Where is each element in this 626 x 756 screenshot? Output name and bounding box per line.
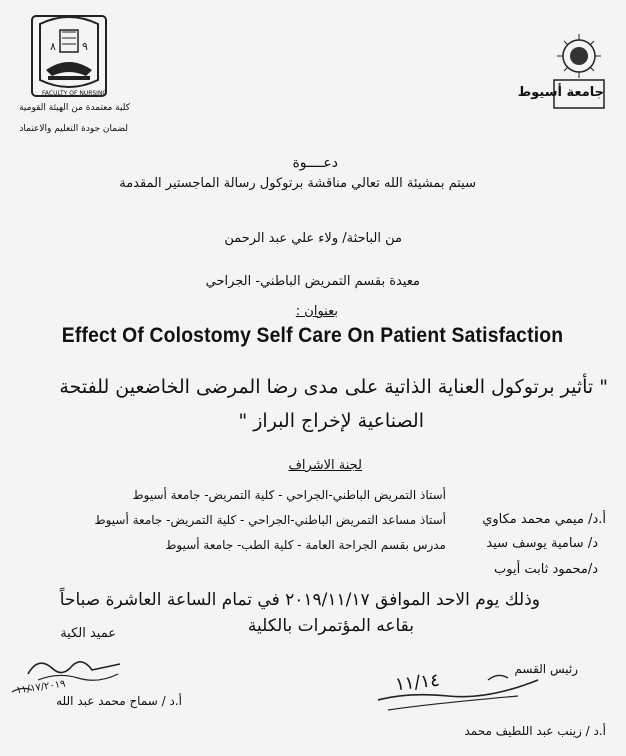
university-logo <box>517 32 610 112</box>
dean-date-scrawl: ١١/١٧/٢٠١٩ <box>15 678 67 697</box>
schedule-line-1: وذلك يوم الاحد الموافق ٢٠١٩/١١/١٧ في تمام الساعة العاشرة صباحاً <box>59 590 540 610</box>
schedule-line-2: بقاعه المؤتمرات بالكلية <box>247 616 414 636</box>
researcher-position: معيدة بقسم التمريض الباطني- الجراحي <box>205 274 420 289</box>
committee-member-3-name: د/محمود ثابت أيوب <box>494 562 598 577</box>
invitation-heading: دعــــوة <box>292 155 338 171</box>
svg-text:٨: ٨ <box>50 40 56 53</box>
committee-member-1-role: أستاذ التمريض الباطني-الجراحي - كلية التمريض- جامعة أسيوط <box>132 488 446 502</box>
committee-member-1-name: أ.د/ ميمي محمد مكاوي <box>482 512 606 527</box>
faculty-logo-label: FACULTY OF NURSING <box>42 90 108 97</box>
faculty-logo <box>30 10 108 100</box>
svg-text:٩: ٩ <box>82 40 88 53</box>
accreditation-line-2: لضمان جودة التعليم والاعتماد <box>19 124 128 134</box>
thesis-title-english <box>0 324 626 348</box>
head-name: أ.د / زينب عبد اللطيف محمد <box>464 724 606 738</box>
committee-member-2-role: أستاذ مساعد التمريض الباطني-الجراحي - كلية التمريض- جامعة أسيوط <box>94 513 446 527</box>
committee-member-3-role: مدرس بقسم الجراحة العامة - كلية الطب- جامعة أسيوط <box>165 538 446 552</box>
university-emblem-icon <box>548 32 610 112</box>
dean-label: عميد الكية <box>60 626 116 641</box>
title-label: بعنوان : <box>295 304 338 319</box>
thesis-title-arabic-line-2: الصناعية لإخراج البراز " <box>238 410 424 432</box>
committee-heading: لجنة الاشراف <box>288 458 362 473</box>
faculty-crest-icon <box>30 10 108 100</box>
accreditation-line-1: كلية معتمدة من الهيئة القومية <box>19 103 130 113</box>
university-logo-label: جامعة أسيوط <box>517 85 604 100</box>
committee-member-2-name: د/ سامية يوسف سيد <box>486 536 598 551</box>
thesis-title-arabic-line-1: " تأثير برتوكول العناية الذاتية على مدى رضا المرضى الخاضعين للفتحة <box>59 376 608 398</box>
invitation-intro: سيتم بمشيئة الله تعالي مناقشة برتوكول رسالة الماجستير المقدمة <box>119 176 476 191</box>
researcher-name: من الباحثة/ ولاء علي عبد الرحمن <box>224 231 402 246</box>
dean-name: أ.د / سماح محمد عبد الله <box>56 694 182 708</box>
head-date-scrawl: ١١/١٤ <box>394 669 441 696</box>
thesis-title-english-text: Effect Of Colostomy Self Care On Patient Satisfaction <box>62 324 564 347</box>
head-label: رئيس القسم <box>514 662 578 676</box>
